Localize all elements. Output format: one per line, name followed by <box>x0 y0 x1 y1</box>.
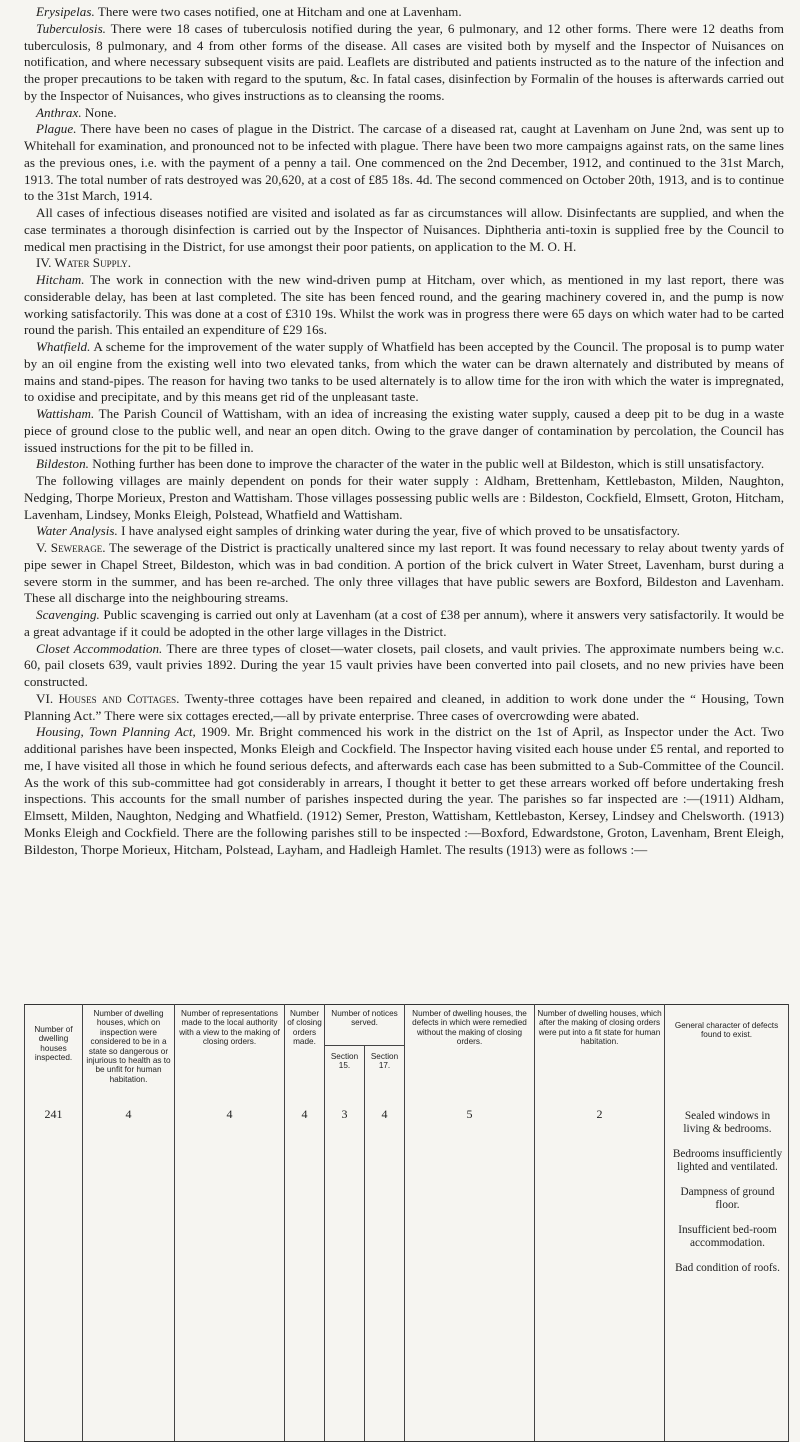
paragraph-lead: Whatfield. <box>36 339 91 354</box>
paragraph <box>24 105 784 122</box>
cell-defects <box>665 1088 789 1442</box>
paragraph <box>24 641 784 691</box>
paragraph-text: There were two cases notified, one at Hitcham and one at Lavenham. <box>94 4 462 19</box>
paragraph-text: The Parish Council of Wattisham, with an idea of increasing the existing water supply, caused a deep pit to be dug in a waste piece of ground close to the public well, and near an open ditch. Owing to the grave danger of contamination by percolation, the Council has issued instructions for the pit to be filled in. <box>24 406 784 455</box>
cell-section-17: 4 <box>365 1088 405 1442</box>
paragraph-text: There have been no cases of plague in the District. The carcase of a diseased rat, caught at Lavenham on June 2nd, was sent up to Whitehall for examination, and pronounced not to be infected with plague. There have been two more campaigns against rats, on the same lines as the previous ones, i.e. with the payment of a penny a tail. One commenced on the 2nd December, 1912, and continued to the 31st March, 1913. The total number of rats destroyed was 20,620, at a cost of £85 18s. 4d. The second commenced on October 20th, 1913, and is to continue to the 31st March, 1914. <box>24 121 784 204</box>
cell-dwellings-inspected: 241 <box>25 1088 83 1442</box>
defect-item: Bedrooms insufficiently lighted and ventilated. <box>672 1148 783 1174</box>
paragraph <box>24 456 784 473</box>
paragraph-lead: Scavenging. <box>36 607 100 622</box>
paragraph-text: I have analysed eight samples of drinking water during the year, five of which proved to be unsatisfactory. <box>117 523 680 539</box>
paragraph <box>24 205 784 255</box>
defect-item: Sealed windows in living & bedrooms. <box>683 1110 772 1136</box>
paragraph <box>24 406 784 456</box>
cell-unfit: 4 <box>83 1088 175 1442</box>
paragraph-text: None. <box>81 104 117 120</box>
header-closing-orders: Number of closing orders made. <box>285 1005 325 1089</box>
paragraph <box>24 272 784 339</box>
paragraph-lead: Hitcham. <box>36 272 85 287</box>
header-notices-served: Number of notices served. <box>325 1005 405 1046</box>
header-section-17: Section 17. <box>365 1045 405 1088</box>
paragraph-text: A scheme for the improvement of the water supply of Whatfield has been accepted by the Council. The proposal is to pump water by an oil engine from the existing well into two elevated tanks, from which the water can be drawn alternately and distributed by means of mains and stand-pipes. The reason for having two tanks to be used alternately is to allow time for the iron with which the water is impregnated, to oxidise and precipitate, and by this means get rid of the unpleasant taste. <box>24 339 784 405</box>
cell-representations: 4 <box>175 1088 285 1442</box>
header-general-defects: General character of defects found to exist. <box>665 1005 789 1089</box>
paragraph-lead: Tuberculosis. <box>36 20 106 36</box>
paragraph-lead: Wattisham. <box>36 406 95 421</box>
paragraph <box>24 255 784 272</box>
header-unfit-houses: Number of dwelling houses, which on inspection were considered to be in a state so dangerous or injurious to health as to be unfit for human habitation. <box>83 1005 175 1089</box>
paragraph <box>24 21 784 105</box>
paragraph-text: Twenty-three cottages have been repaired and cleaned, in addition to work done under the “ Housing, Town Planning Act.” There were six cottages erected,—all by private enterprise. Three cases of overcrowding were abated. <box>24 690 785 723</box>
paragraph <box>24 473 784 523</box>
paragraph-text: 1909. Mr. Bright commenced his work in the district on the 1st of April, as Inspector under the Act. Two additional parishes have been inspected, Monks Eleigh and Cockfield. The Inspector having visited each house under £5 rental, and reported to me, I have visited all those in which he found serious defects, and afterwards each case has been submitted to a Sub-Committee of the Council. As the work of this sub-committee had got considerably in arrears, I thought it better to get these arrears worked off before undertaking fresh inspections. This accounts for the small number of parishes inspected during the year. The parishes so far inspected are :—(1911) Aldham, Elmsett, Milden, Naughton, Nedging and Whatfield. (1912) Semer, Preston, Wattisham, Kettlebaston, Kersey, Lindsey and Chelsworth. (1913) Monks Eleigh and Cockfield. There are the following parishes still to be inspected :—Boxford, Edwardstone, Groton, Lavenham, Brent Eleigh, Bildeston, Thorpe Morieux, Hitcham, Polstead, Layham, and Hadleigh Hamlet. The results (1913) were as follows :— <box>24 724 784 857</box>
paragraph-text: The sewerage of the District is practically unaltered since my last report. It was found necessary to relay about twenty yards of pipe sewer in Chapel Street, Bildeston, which was in bad condition. A portion of the brick culvert in Water Street, Lavenham, burst during a severe storm in the summer, and has been re-arched. The only three villages that have public sewers are Boxford, Bildeston and Lavenham. These all discharge into the neighbouring streams. <box>24 540 784 606</box>
paragraph <box>24 691 784 725</box>
paragraph <box>24 523 784 540</box>
paragraph <box>24 4 784 21</box>
paragraph-text: The work in connection with the new wind-driven pump at Hitcham, over which, as mentioned in my last report, there was considerable delay, has been at last completed. The site has been fenced round, and the gearing machinery covered in, and the pump is now working satisfactorily. This was done at a cost of £310 19s. Whilst the work was in progress there were 65 days on which water had to be carted round the parish. This entailed an expenditure of £29 16s. <box>24 272 784 338</box>
paragraph-text: There are three types of closet—water closets, pail closets, and vault privies. The approximate numbers being w.c. 60, pail closets 639, vault privies 1892. During the year 15 vault privies have been converted into pail closets, and no new privies have been constructed. <box>24 640 784 689</box>
defects-list <box>671 1110 784 1275</box>
table-row <box>25 1088 789 1442</box>
paragraph-lead: Housing, Town Planning Act, <box>36 724 196 740</box>
housing-results-table <box>24 1004 789 1442</box>
report-body-text <box>24 4 784 858</box>
cell-section-15: 3 <box>325 1088 365 1442</box>
paragraph-text: Nothing further has been done to improve the character of the water in the public well at Bildeston, which is still unsatisfactory. <box>88 456 765 472</box>
paragraph <box>24 607 784 641</box>
paragraph-lead: Plague. <box>36 121 77 137</box>
paragraph-text: There were 18 cases of tuberculosis notified during the year, 6 pulmonary, and 12 other forms. There were 12 deaths from tuberculosis, 8 pulmonary, and 4 from other forms of the disease. All cases are visited both by myself and the Inspector of Nuisances on notification, and where necessary subsequent visits are paid. Leaflets are distributed and patients instructed as to the nature of the infection and the proper precautions to be taken with regard to the sputum, &c. In fatal cases, disinfection by Formalin of the houses is afterwards carried out by the Inspector of Nuisances, who gives instructions as to cleansing the rooms. <box>24 20 784 103</box>
defect-item: Dampness of ground floor. <box>680 1186 775 1212</box>
header-representations: Number of representations made to the local authority with a view to the making of closing orders. <box>175 1005 285 1089</box>
paragraph-lead: Erysipelas. <box>36 4 95 19</box>
defect-item: Bad condition of roofs. <box>675 1262 780 1275</box>
paragraph-lead: Anthrax. <box>36 104 82 120</box>
cell-remedied: 5 <box>405 1088 535 1442</box>
paragraph-lead: Water Analysis. <box>36 523 118 539</box>
section-heading: VI. Houses and Cottages. <box>36 690 180 706</box>
paragraph-text: All cases of infectious diseases notified are visited and isolated as far as circumstances will allow. Disinfectants are supplied, and when the case terminates a thorough disinfection is carried out by the Inspector of Nuisances. Diphtheria anti-toxin is supplied free by the Council to medical men practising in the District, for use amongst their poor patients, on application to the M. O. H. <box>24 205 784 254</box>
header-made-fit: Number of dwelling houses, which after the making of closing orders were put into a fit state for human habitation. <box>535 1005 665 1089</box>
paragraph <box>24 339 784 406</box>
paragraph <box>24 540 784 607</box>
paragraph-lead: Bildeston. <box>36 456 89 472</box>
header-defects-remedied: Number of dwelling houses, the defects in which were remedied without the making of closing orders. <box>405 1005 535 1089</box>
paragraph-text: The following villages are mainly dependent on ponds for their water supply : Aldham, Brettenham, Kettlebaston, Milden, Naughton, Nedging, Thorpe Morieux, Preston and Wattisham. Those villages possessing public wells are : Bildeston, Cockfield, Elmsett, Groton, Hitcham, Lavenham, Lindsey, Monks Eleigh, Polstead, Whatfield and Wattisham. <box>24 473 784 522</box>
defect-item: Insufficient bed-room accommodation. <box>678 1224 777 1250</box>
cell-made-fit: 2 <box>535 1088 665 1442</box>
header-section-15: Section 15. <box>325 1045 365 1088</box>
cell-closing-orders: 4 <box>285 1088 325 1442</box>
paragraph-text: Public scavenging is carried out only at Lavenham (at a cost of £38 per annum), where it answers very satisfactorily. It would be a great advantage if it could be adopted in the other large villages in the District. <box>24 607 784 639</box>
header-dwellings-inspected: Number of dwelling houses inspected. <box>25 1005 83 1089</box>
section-heading: V. Sewerage. <box>36 540 106 555</box>
paragraph <box>24 121 784 205</box>
section-heading: IV. Water Supply. <box>36 255 132 271</box>
paragraph-lead: Closet Accommodation. <box>36 640 163 656</box>
paragraph <box>24 724 784 858</box>
